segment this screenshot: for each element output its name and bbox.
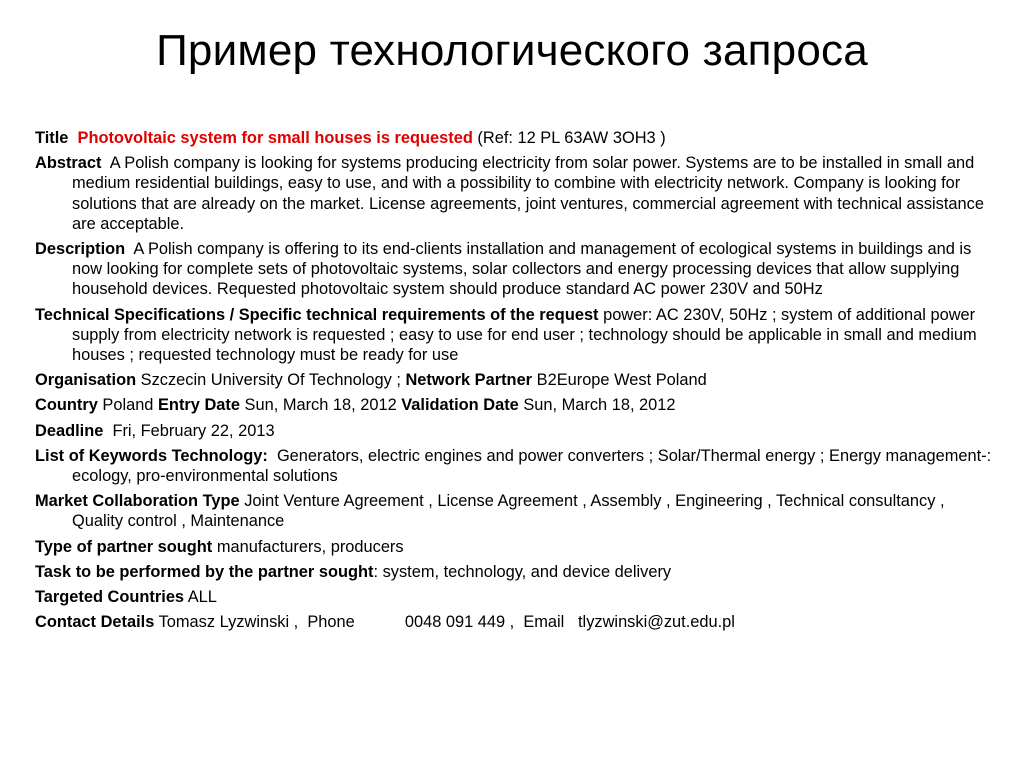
keywords-label: List of Keywords Technology: — [35, 446, 268, 465]
validation-date-value: Sun, March 18, 2012 — [523, 396, 676, 415]
partner-type-entry — [35, 537, 995, 557]
request-details — [35, 128, 995, 637]
description-label: Description — [35, 240, 126, 259]
title-ref: (Ref: 12 PL 63AW 3OH3 ) — [477, 129, 666, 147]
partner-type-value: manufacturers, producers — [216, 537, 404, 556]
validation-date-label: Validation Date — [401, 396, 519, 415]
country-label: Country — [35, 396, 98, 415]
abstract-value: A Polish company is looking for systems producing electricity from solar power. Systems are to be installed in small and medium residential buildings, easy to use, and with a possibility to combine with electricity network. Company is looking for solutions that are already on the market. License agreements, joint ventures, commercial agreement with technical assistance are acceptable. — [72, 154, 984, 233]
network-partner-value: B2Europe West Poland — [536, 371, 707, 390]
task-entry — [35, 562, 995, 582]
network-partner-label: Network Partner — [405, 371, 533, 390]
phone-value: 0048 091 449 , — [404, 613, 515, 632]
entry-date-label: Entry Date — [158, 396, 240, 415]
email-value: tlyzwinski@zut.edu.pl — [578, 613, 735, 632]
organisation-label: Organisation — [35, 371, 137, 390]
country-entry — [35, 395, 995, 415]
abstract-entry — [35, 153, 995, 234]
country-value: Poland — [102, 396, 154, 415]
countries-label: Targeted Countries — [35, 588, 185, 607]
tech-specs-entry — [35, 305, 995, 366]
collaboration-entry — [35, 491, 995, 531]
description-value: A Polish company is offering to its end-clients installation and management of ecological systems in buildings and is now looking for complete sets of photovoltaic systems, solar collectors and energy processing devices that allow supplying household devices. Requested photovoltaic system should produce standard AC power 230V and 50Hz — [72, 240, 972, 299]
abstract-label: Abstract — [35, 154, 102, 173]
deadline-entry — [35, 421, 995, 441]
title-entry — [35, 128, 995, 148]
slide-title: Пример технологического запроса — [156, 26, 868, 75]
partner-type-label: Type of partner sought — [35, 537, 213, 556]
title-value: Photovoltaic system for small houses is requested — [77, 129, 473, 147]
keywords-entry — [35, 446, 995, 486]
organisation-entry — [35, 370, 995, 390]
contact-entry — [35, 612, 995, 632]
countries-value: ALL — [187, 588, 217, 607]
title-label: Title — [35, 129, 69, 147]
deadline-label: Deadline — [35, 421, 104, 440]
description-entry — [35, 239, 995, 300]
countries-entry — [35, 587, 995, 607]
email-label: Email — [523, 613, 565, 632]
tech-specs-value: power: AC 230V, 50Hz ; system of additional power supply from electricity network is requested ; easy to use for end user ; technology should be applicable in small and medium houses ; requested technology must be ready for use — [72, 305, 977, 365]
organisation-value: Szczecin University Of Technology ; — [140, 371, 401, 390]
tech-specs-label: Technical Specifications / Specific technical requirements of the request — [35, 305, 599, 324]
phone-label: Phone — [307, 613, 355, 632]
collaboration-label: Market Collaboration Type — [35, 492, 240, 511]
contact-name: Tomasz Lyzwinski , — [158, 613, 299, 632]
task-label: Task to be performed by the partner sought — [35, 562, 374, 581]
keywords-value: Generators, electric engines and power converters ; Solar/Thermal energy ; Energy management-: ecology, pro-environmental solutions — [72, 446, 992, 486]
entry-date-value: Sun, March 18, 2012 — [244, 396, 397, 415]
contact-label: Contact Details — [35, 613, 155, 632]
collaboration-value: Joint Venture Agreement , License Agreement , Assembly , Engineering , Technical consultancy , Quality control , Maintenance — [72, 492, 945, 531]
deadline-value: Fri, February 22, 2013 — [112, 421, 275, 440]
task-value: : system, technology, and device delivery — [373, 562, 672, 581]
